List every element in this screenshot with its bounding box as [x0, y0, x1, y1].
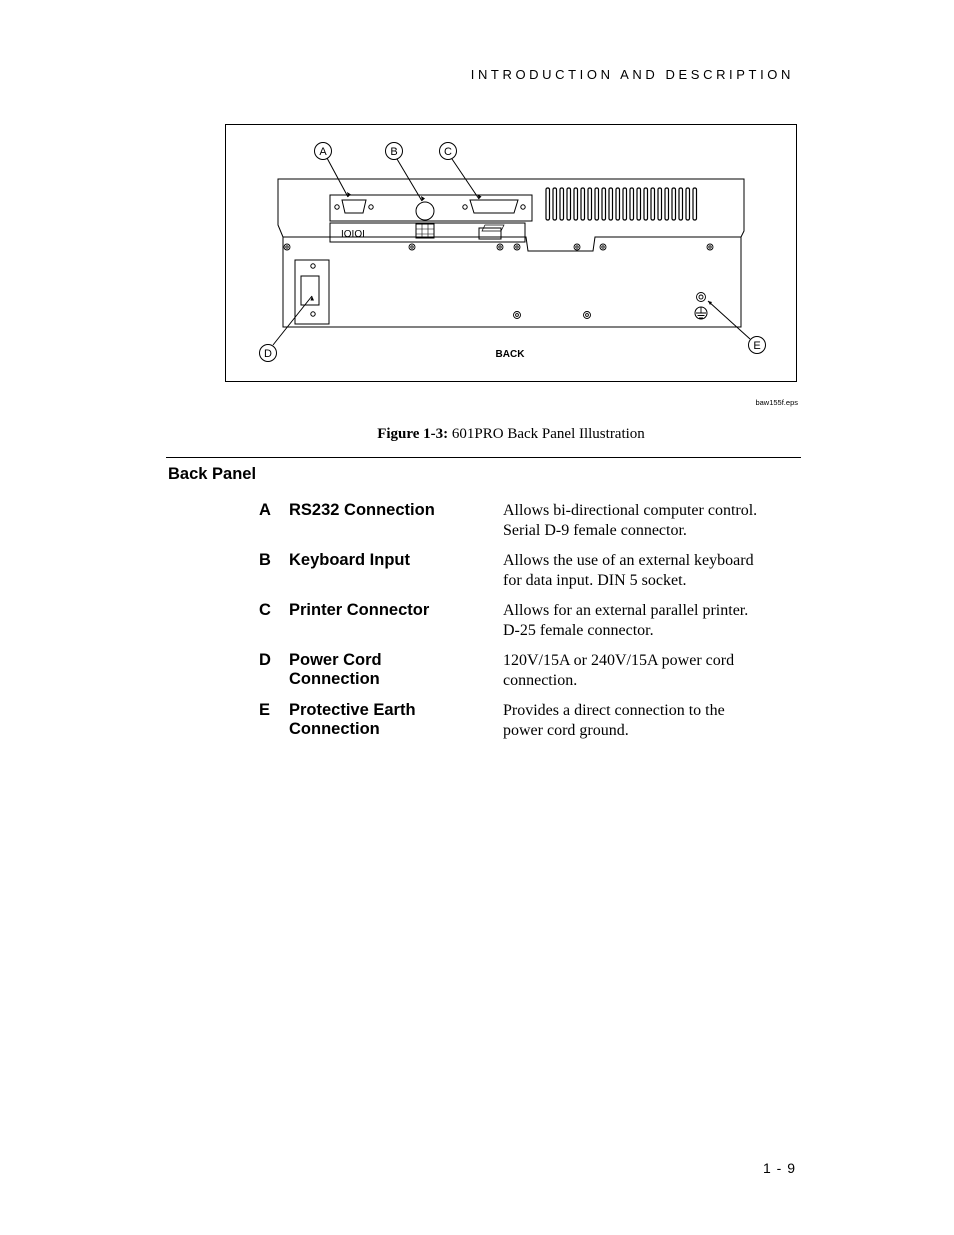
item-description-line: Allows bi-directional computer control.	[503, 502, 758, 519]
running-header: INTRODUCTION AND DESCRIPTION	[470, 67, 794, 82]
callout-a: A	[319, 146, 327, 158]
item-letter: E	[259, 701, 271, 719]
item-name-line: Printer Connector	[289, 601, 430, 619]
item-description	[503, 551, 803, 590]
item-name-line: RS232 Connection	[289, 501, 435, 519]
figure-file-reference: baw155f.eps	[755, 398, 798, 407]
item-name-line: Connection	[289, 720, 380, 738]
page-number: 1 - 9	[762, 1160, 796, 1176]
item-letter: A	[259, 501, 271, 519]
item-description-line: for data input. DIN 5 socket.	[503, 571, 687, 589]
item-name	[289, 651, 503, 689]
item-name-line: Power Cord	[289, 651, 382, 669]
back-panel-item-list	[259, 501, 819, 751]
item-description	[503, 601, 803, 640]
item-description-line: D-25 female connector.	[503, 621, 654, 639]
item-name	[289, 601, 503, 620]
list-item	[259, 501, 819, 551]
item-description-line: connection.	[503, 671, 578, 689]
back-panel-illustration	[226, 125, 796, 381]
callout-c: C	[444, 146, 452, 158]
item-name	[289, 701, 503, 739]
item-description	[503, 501, 803, 540]
item-description	[503, 701, 803, 740]
item-letter: D	[259, 651, 271, 669]
figure-caption-text: 601PRO Back Panel Illustration	[451, 426, 645, 442]
item-description-line: Provides a direct connection to the	[503, 702, 725, 719]
list-item	[259, 551, 819, 601]
list-item	[259, 701, 819, 751]
figure-caption-label: Figure 1-3:	[377, 426, 449, 442]
list-item	[259, 601, 819, 651]
item-description	[503, 651, 803, 690]
item-name	[289, 501, 503, 520]
list-item	[259, 651, 819, 701]
figure-caption	[0, 426, 954, 443]
item-description-line: 120V/15A or 240V/15A power cord	[503, 652, 735, 669]
item-name-line: Protective Earth	[289, 701, 416, 719]
section-divider	[166, 457, 801, 458]
item-description-line: Serial D-9 female connector.	[503, 521, 687, 539]
item-name-line: Keyboard Input	[289, 551, 411, 569]
item-name-line: Connection	[289, 670, 380, 688]
item-description-line: Allows for an external parallel printer.	[503, 602, 749, 619]
item-description-line: power cord ground.	[503, 721, 629, 739]
callout-e: E	[753, 340, 761, 352]
callout-d: D	[264, 348, 272, 360]
power-switch-label: IOIOI	[341, 229, 365, 240]
back-panel-figure	[225, 124, 797, 382]
item-description-line: Allows the use of an external keyboard	[503, 552, 754, 569]
item-letter: B	[259, 551, 271, 569]
panel-label: BACK	[495, 349, 525, 360]
item-letter: C	[259, 601, 271, 619]
section-title: Back Panel	[168, 465, 257, 483]
callout-b: B	[390, 146, 398, 158]
item-name	[289, 551, 503, 570]
